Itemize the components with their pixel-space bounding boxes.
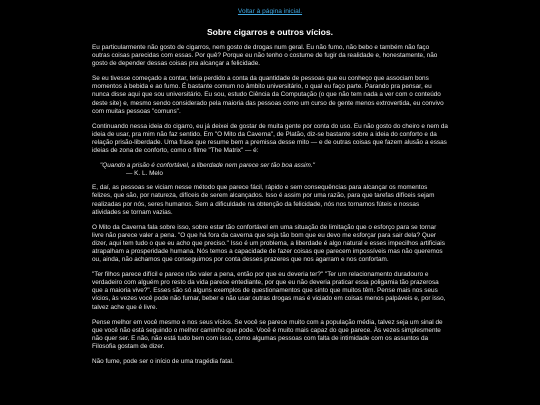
paragraph: "Ter filhos parece difícil e parece não valer a pena, então por que eu deveria ter?" "Ter um relacionamento duradouro e verdadeiro com alguém pro resto da vida parece entediante, por que eu não deveria praticar essa poligamia tão prazerosa que a maioria vive?". Esses são só alguns exemplos de questionamentos que sinto que muitos têm. Pense mais nos seus vícios, às vezes você pode não fumar, beber e não usar outras drogas mas é viciado em coisas menos palpáveis e, por isso, talvez ache que é livre.: [92, 271, 446, 311]
back-link-container: [0, 8, 540, 16]
page-title: Sobre cigarros e outros vícios.: [206, 27, 334, 37]
paragraph: Não fume, pode ser o início de uma tragédia fatal.: [92, 358, 234, 365]
blockquote: [100, 162, 448, 178]
quote-text: "Quando a prisão é confortável, a liberdade nem parece ser tão boa assim.": [100, 162, 315, 170]
paragraph: Pense melhor em você mesmo e nos seus vícios. Se você se parece muito com a população média, talvez seja um sinal de que você não está seguindo o melhor caminho que pode. Você é muito mais capaz do que parece. Às vezes simplesmente não quer ser. E não, não está tudo bem com isso, como algumas pessoas com falta de intimidade com os assuntos da Filosofia gostam de dizer.: [92, 318, 443, 350]
quote-author: — K. L. Melo: [126, 170, 163, 178]
paragraph: Continuando nessa ideia do cigarro, eu já deixei de gostar de muita gente por conta do uso. Eu não gosto do cheiro e nem da ideia de usar, pra mim não faz sentido. Em "O Mito da Caverna", de Platão, diz-se bastante sobre a ideia do conforto e da relação prisão-liberdade. Uma frase que resume bem a premissa desse mito — e de outras coisas que fazem alusão a essas ideias de zona de conforto, como o filme "The Matrix" — é:: [92, 122, 448, 155]
back-to-home-link[interactable]: Voltar à página inicial.: [237, 8, 303, 15]
article-body: [92, 44, 448, 373]
paragraph: Se eu tivesse começado a contar, teria perdido a conta da quantidade de pessoas que eu conheço que associam bons momentos à bebida e ao fumo. É bastante comum no âmbito universitário, o qual eu faço parte. Parando pra pensar, eu nunca disse aqui que sou universitário. Eu sou, estudo Ciência da Computação (o que não tem nada a ver com o conteúdo deste site) e, mesmo sendo considerado pela maioria das pessoas como um curso de gente menos extrovertida, eu convivo com muitas pessoas "comuns".: [92, 75, 444, 115]
paragraph: E, daí, as pessoas se viciam nesse método que parece fácil, rápido e sem consequências para alcançar os momentos felizes, que são, por natureza, difíceis de serem alcançados. Isso é assim por uma razão, para que tarefas difíceis sejam realizadas por nós, seres humanos. Sem a dificuldade na obtenção da felicidade, nós nos tornamos fúteis e nossas atividades se tornam vazias.: [92, 184, 435, 216]
paragraph: O Mito da Caverna fala sobre isso, sobre estar tão confortável em uma situação de limitação que o esforço para se tornar livre não parece valer a pena. "O que há fora da caverna que seja tão bom que eu devo me esforçar para sair dela? Quer dizer, aqui tem tudo o que eu acho que preciso." Isso é um problema, a liberdade é algo natural e esses impecilhos artificiais atrapalham a prosperidade humana. Nós temos a capacidade de fazer coisas que parecem impossíveis mas não queremos ou, ainda, não achamos que conseguimos por conta desses prazeres que nos agarram e nos confortam.: [92, 223, 445, 264]
paragraph: Eu particularmente não gosto de cigarros, nem gosto de drogas num geral. Eu não fumo, não bebo e também não faço outras coisas parecidas com essas. Por quê? Porque eu não tenho o costume de fugir da realidade e, honestamente, não gosto de depender dessas coisas pra alcançar a felicidade.: [92, 44, 438, 68]
